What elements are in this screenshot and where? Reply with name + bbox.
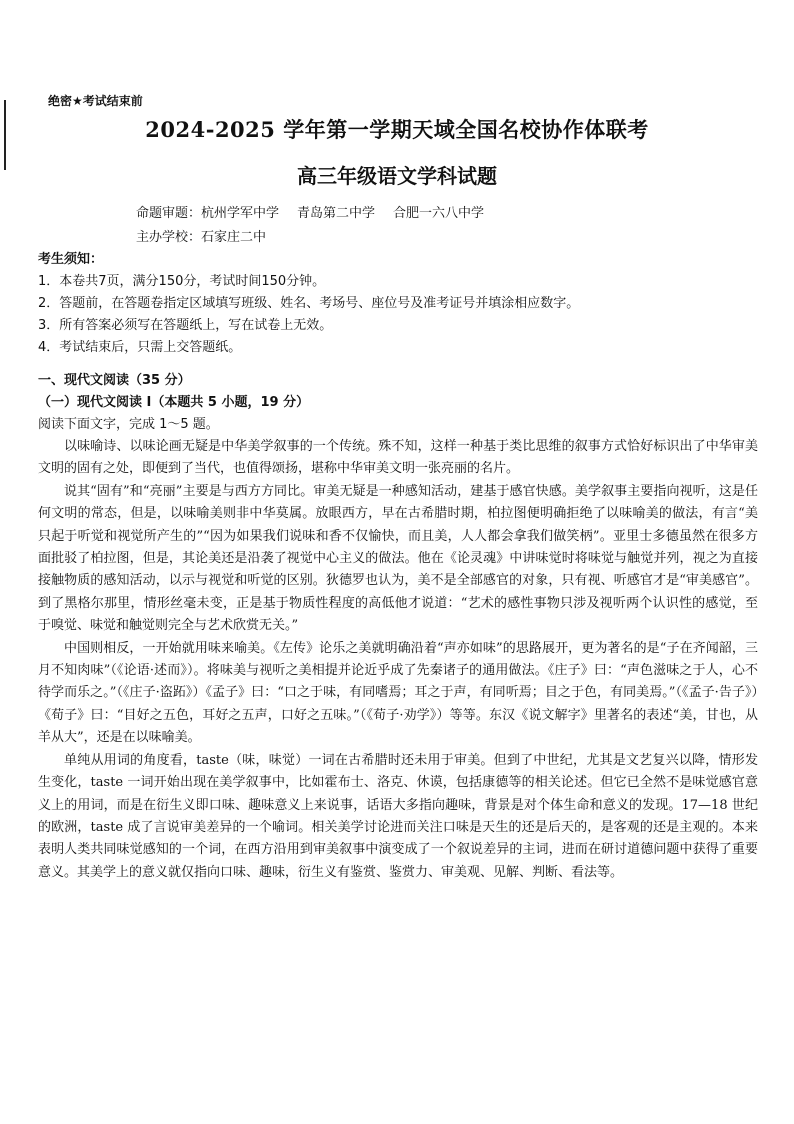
reviewers-line [136, 202, 484, 221]
reviewer-school: 青岛第二中学 [297, 206, 376, 221]
exam-title: 2024-2025 学年第一学期天域全国名校协作体联考 [145, 117, 649, 142]
host-school: 石家庄二中 [201, 230, 267, 245]
exam-subtitle: 高三年级语文学科试题 [297, 164, 497, 188]
host-label: 主办学校： [136, 230, 202, 245]
reviewers-label: 命题审题： [136, 206, 202, 221]
reviewer-school: 杭州学军中学 [201, 206, 280, 221]
reading-instruction: 阅读下面文字，完成 1～5 题。 [38, 417, 219, 432]
section-heading: 一、现代文阅读（35 分） [38, 373, 191, 388]
host-line [136, 226, 266, 245]
passage-paragraph: 以味喻诗、以味论画无疑是中华美学叙事的一个传统。殊不知，这样一种基于类比思维的叙事方式恰好标识出了中华审美文明的固有之处，即便到了当代，也值得颂扬，堪称中华审美文明一张亮丽的名片。 [38, 439, 758, 477]
confidential-label: 绝密★考试结束前 [48, 94, 143, 108]
reviewer-school: 合肥一六八中学 [393, 206, 485, 221]
passage-paragraph: 说其“固有”和“亮丽”主要是与西方方同比。审美无疑是一种感知活动，建基于感官快感。美学叙事主要指向视听，这是任何文明的常态，但是，以味喻美则非中华莫属。放眼西方，早在古希腊时期，柏拉图便明确拒绝了以味喻美的做法，有言“美只起于听觉和视觉所产生的”“因为如果我们说味和香不仅愉快，而且美，人人都会拿我们做笑柄”。亚里士多德虽然在很多方面批驳了柏拉图，但是，其论美还是沿袭了视觉中心主义的做法。他在《论灵魂》中讲味觉时将味觉与触觉并列，视之为直接接触物质的感知活动，以示与视觉和听觉的区别。狄德罗也认为，美不是全部感官的对象，只有视、听感官才是“审美感官”。到了黑格尔那里，情形丝毫未变，正是基于物质性程度的高低他才说道：“艺术的感性事物只涉及视听两个认识性的感觉，至于嗅觉、味觉和触觉则完全与艺术欣赏无关。” [38, 483, 758, 634]
passage-paragraph: 单纯从用词的角度看，taste（味，味觉）一词在古希腊时还未用于审美。但到了中世纪，尤其是文艺复兴以降，情形发生变化，taste 一词开始出现在美学叙事中，比如霍布士、洛克、休谟，包括康德等的相关论述。但它已全然不是味觉感官意义上的用词，而是在衍生义即口味、趣味意义上来说事，话语大多指向趣味，背景是对个体生命和意义的发现。17—18 世纪的欧洲，taste 成了言说审美差异的一个喻词。相关美学讨论进而关注口味是天生的还是后天的，是客观的还是主观的。本来表明人类共同味觉感知的一个词，在西方沿用到审美叙事中演变成了一个叙说差异的主词，进而在研讨道德问题中获得了重要意义。其美学上的意义就仅指向口味、趣味，衍生义有鉴赏、鉴赏力、审美观、见解、判断、看法等。 [38, 752, 758, 880]
subsection-heading: （一）现代文阅读 I（本题共 5 小题，19 分） [38, 395, 310, 410]
notice-item: 3．所有答案必须写在答题纸上，写在试卷上无效。 [38, 318, 333, 333]
notice-item: 4．考试结束后，只需上交答题纸。 [38, 340, 242, 355]
notice-item: 2．答题前，在答题卷指定区域填写班级、姓名、考场号、座位号及准考证号并填涂相应数字。 [38, 296, 580, 311]
reading-passage [38, 436, 758, 884]
candidate-notice [38, 249, 758, 359]
notice-item: 1．本卷共7页，满分150分，考试时间150分钟。 [38, 274, 326, 289]
notice-heading: 考生须知： [38, 252, 104, 267]
passage-paragraph: 中国则相反，一开始就用味来喻美。《左传》论乐之美就明确沿着“声亦如味”的思路展开，更为著名的是“子在齐闻韶，三月不知肉味”（《论语·述而》）。将味美与视听之美相提并论近乎成了先秦诸子的通用做法。《庄子》曰：“声色滋味之于人，心不待学而乐之。”（《庄子·盗跖》）《孟子》曰：“口之于味，有同嗜焉；耳之于声，有同听焉；目之于色，有同美焉。”（《孟子·告子》）《荀子》曰：“目好之五色，耳好之五声，口好之五味。”（《荀子·劝学》）等等。东汉《说文解字》里著名的表述“美，甘也，从羊从大”，还是在以味喻美。 [38, 640, 758, 746]
